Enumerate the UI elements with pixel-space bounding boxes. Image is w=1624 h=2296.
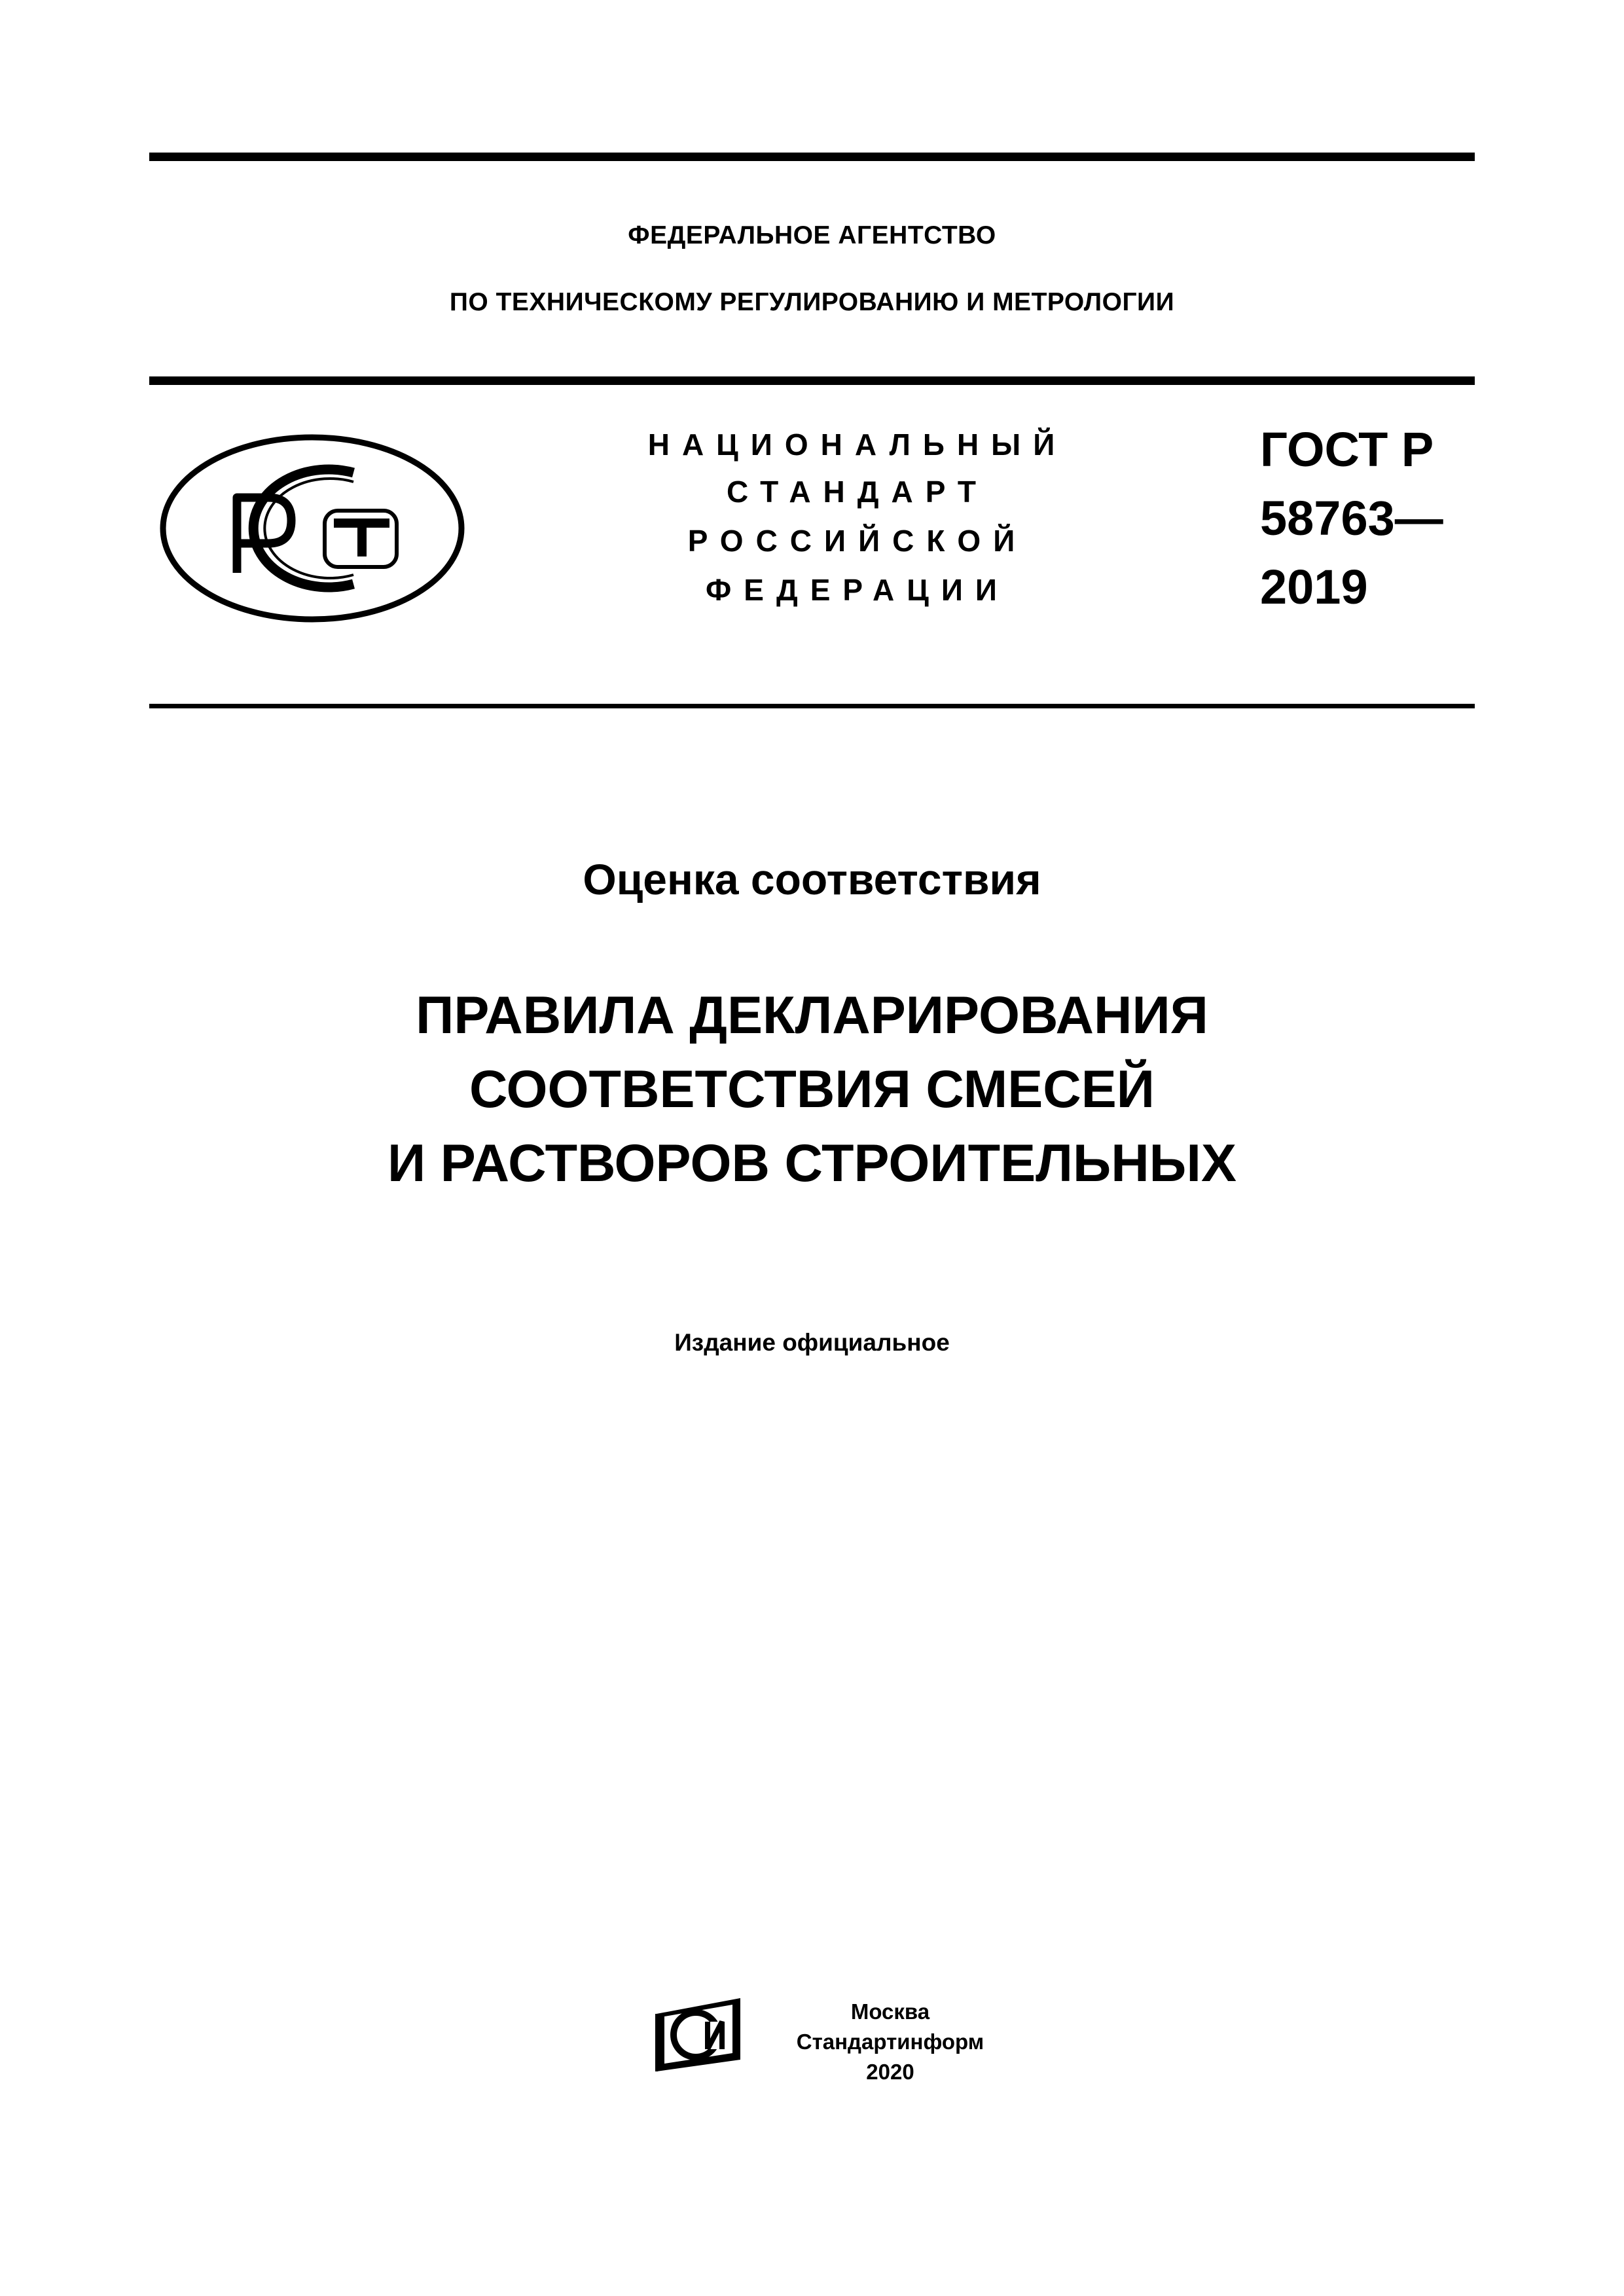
national-line-2: СТАНДАРТ [727,475,988,509]
publisher-year: 2020 [866,2060,914,2084]
publisher-city: Москва [850,1999,930,2024]
standartinform-logo-icon [651,1995,748,2077]
edition-label: Издание официальное [674,1329,950,1356]
title-rule [149,704,1475,708]
national-line-1: НАЦИОНАЛЬНЫЙ [647,428,1068,462]
rst-emblem-icon [157,432,468,625]
main-title-line-1: ПРАВИЛА ДЕКЛАРИРОВАНИЯ [416,986,1208,1045]
gost-line-2: 58763— [1260,491,1443,545]
gost-line-1: ГОСТ Р [1260,422,1434,477]
agency-line-2: ПО ТЕХНИЧЕСКОМУ РЕГУЛИРОВАНИЮ И МЕТРОЛОГИИ [449,288,1175,316]
header-rule [149,376,1475,385]
main-title-line-3: И РАСТВОРОВ СТРОИТЕЛЬНЫХ [387,1134,1237,1193]
subtitle: Оценка соответствия [583,855,1041,903]
main-title-line-2: СООТВЕТСТВИЯ СМЕСЕЙ [469,1060,1155,1119]
top-rule [149,153,1475,161]
gost-line-3: 2019 [1260,560,1368,614]
publisher-name: Стандартинформ [796,2030,984,2054]
national-line-3: РОССИЙСКОЙ [687,524,1028,558]
agency-line-1: ФЕДЕРАЛЬНОЕ АГЕНТСТВО [628,221,996,249]
national-line-4: ФЕДЕРАЦИИ [706,573,1009,607]
